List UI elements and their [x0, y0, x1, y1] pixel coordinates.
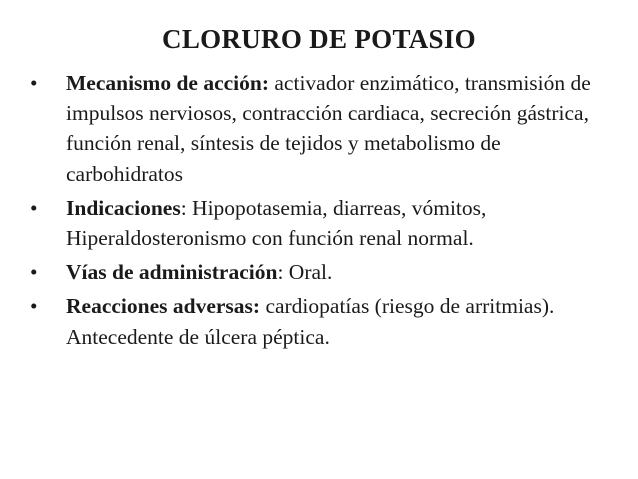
bullet-item-vias: [30, 257, 620, 287]
bullet-icon: •: [30, 294, 38, 319]
bullet-label: Mecanismo de acción:: [66, 71, 270, 95]
bullet-item-indicaciones: [30, 193, 620, 253]
bullet-label: Reacciones adversas:: [66, 294, 261, 319]
bullet-icon: •: [30, 195, 38, 220]
bullet-text: : Oral.: [277, 260, 333, 285]
bullet-text: activador enzimático, transmisión de impulsos nerviosos, contracción cardiaca, secreción gástrica, función renal, síntesis de tejidos y metabolismo de carbohidratos: [66, 71, 591, 186]
bullet-label: Vías de administración: [66, 260, 278, 285]
bullet-list: [30, 68, 620, 356]
slide-title: CLORURO DE POTASIO: [162, 24, 476, 54]
bullet-icon: •: [30, 260, 38, 285]
bullet-label: Indicaciones: [66, 195, 181, 220]
bullet-text: : Hipopotasemia, diarreas, vómitos, Hiperaldosteronismo con función renal normal.: [66, 195, 487, 251]
bullet-icon: •: [30, 71, 38, 95]
bullet-item-mecanismo: [30, 68, 620, 189]
bullet-text: cardiopatías (riesgo de arritmias). Antecedente de úlcera péptica.: [66, 294, 555, 349]
bullet-item-reacciones: [30, 291, 620, 351]
